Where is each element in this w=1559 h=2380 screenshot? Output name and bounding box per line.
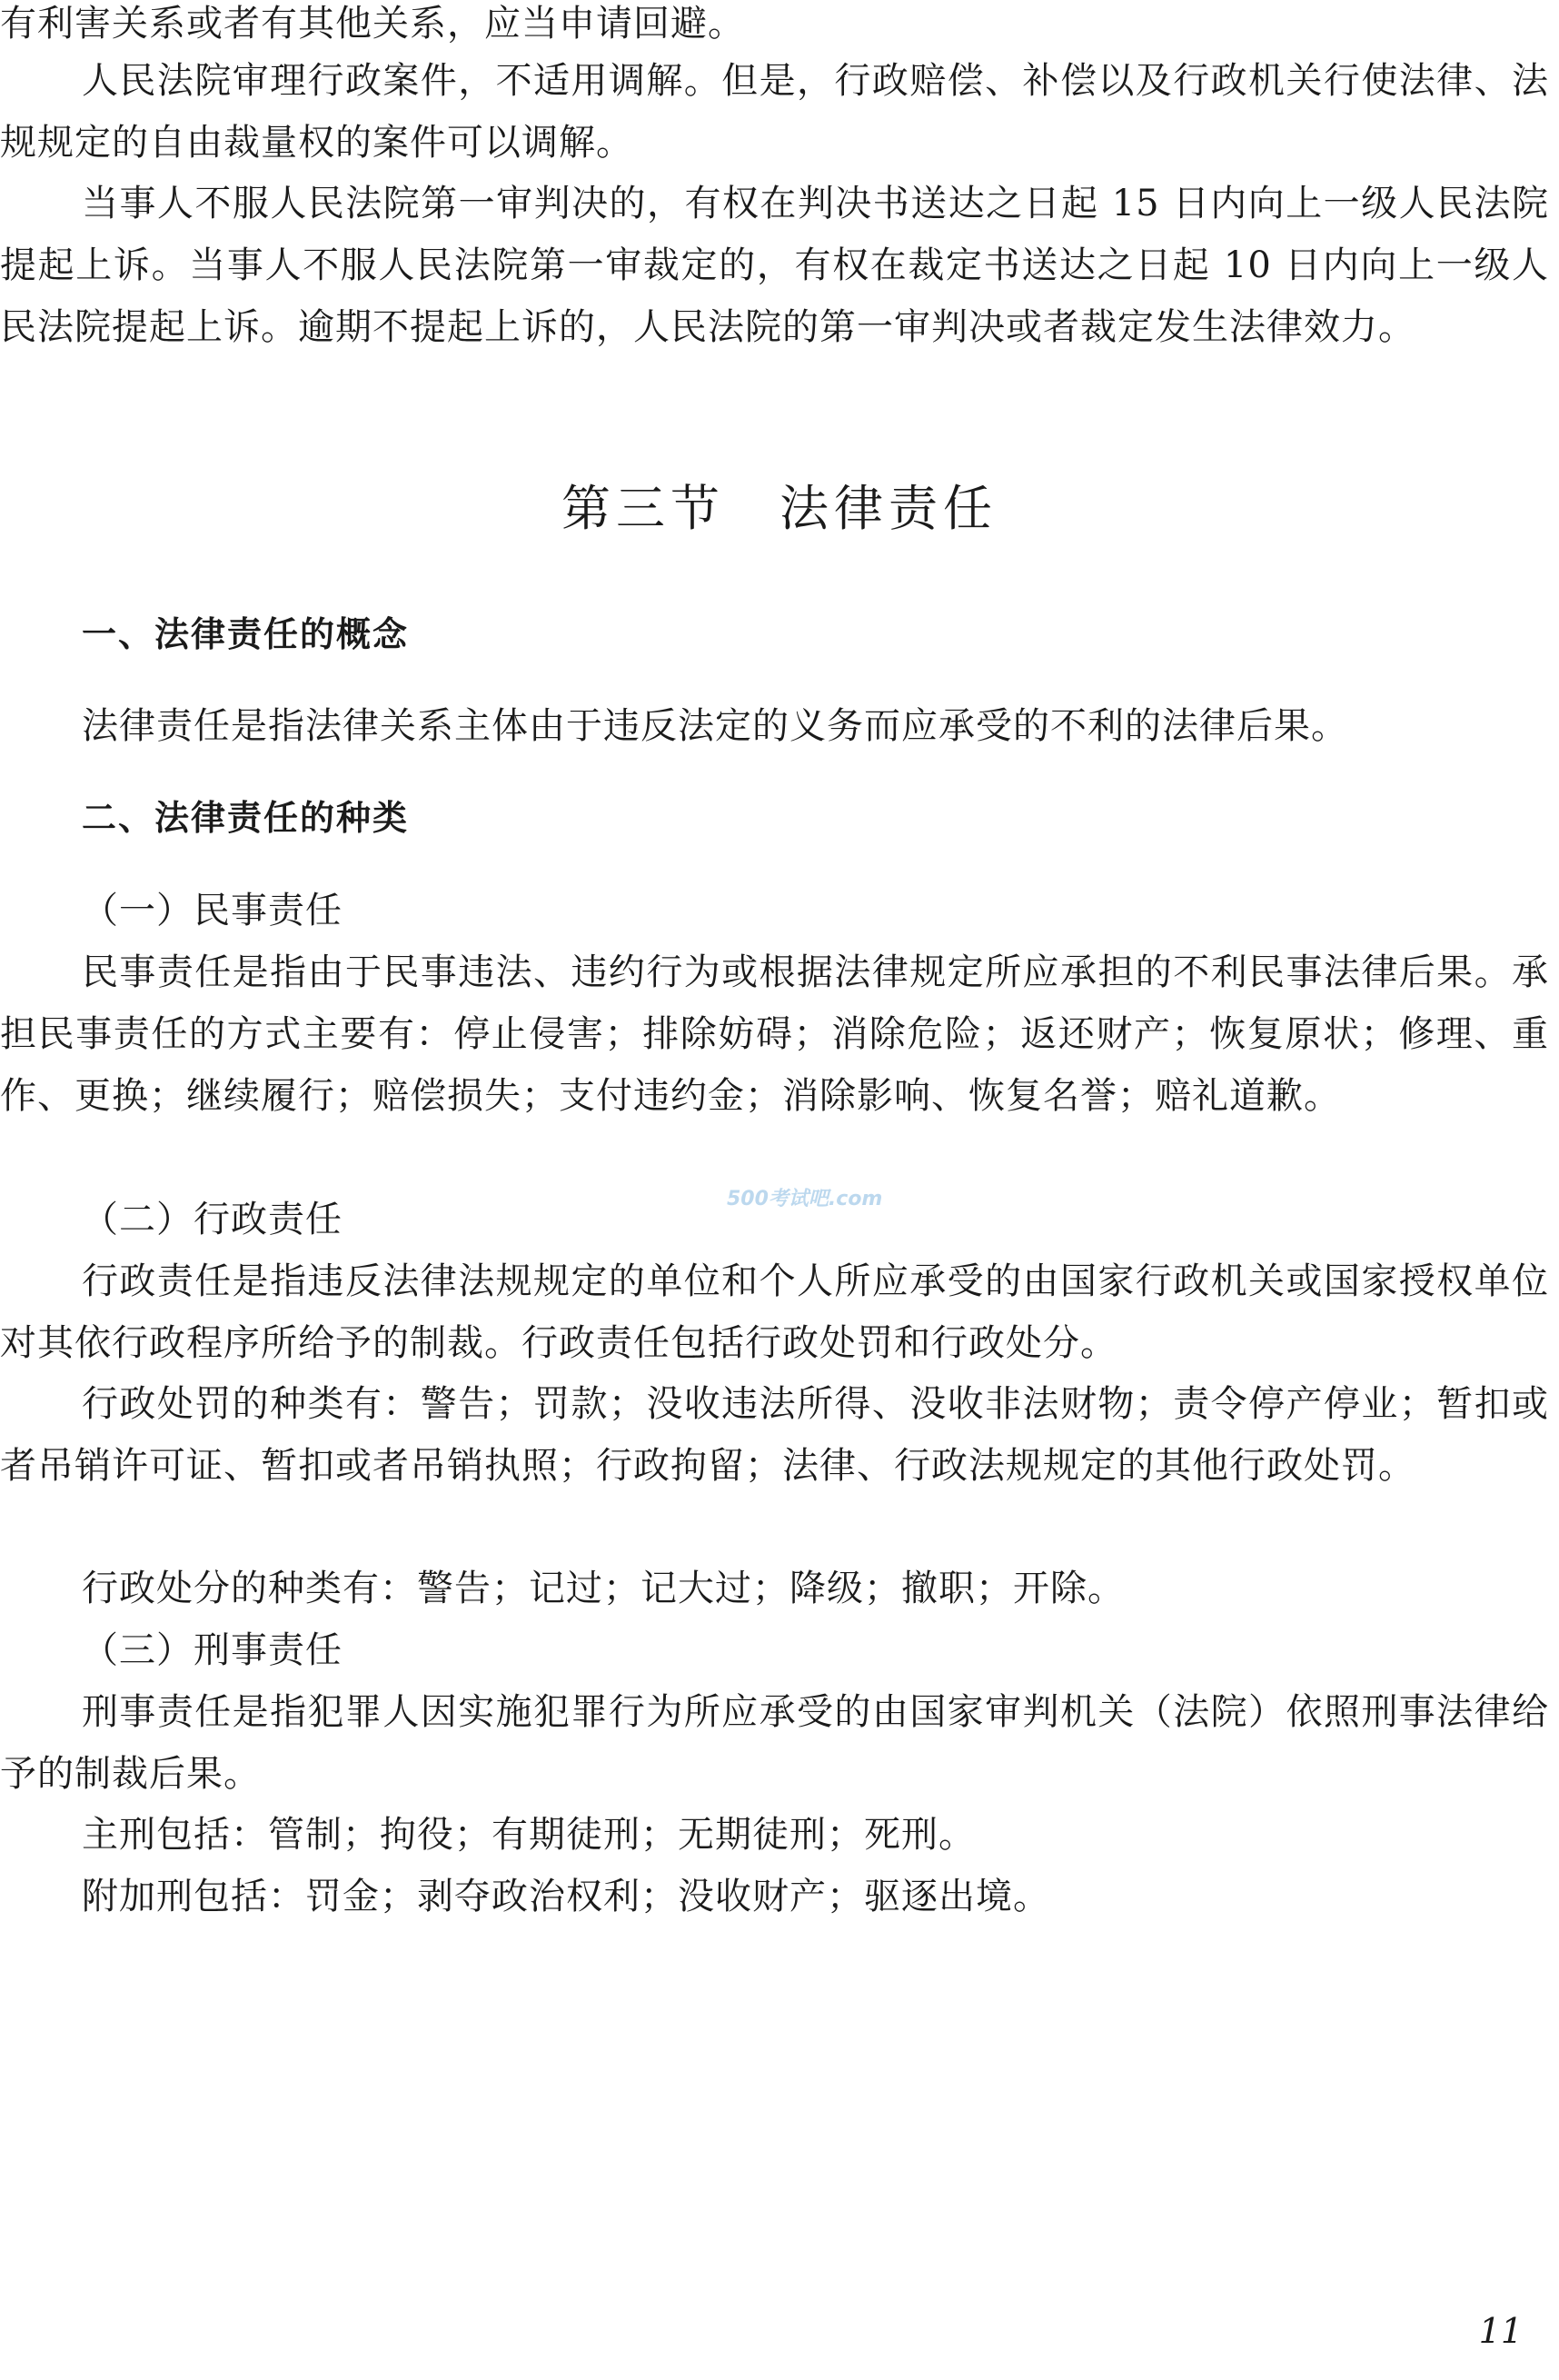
watermark-logo: 500考试吧.com <box>727 1188 883 1210</box>
section-title: 第三节 法律责任 <box>561 480 998 537</box>
subheading-administrative: （二）行政责任 <box>82 1199 343 1240</box>
paragraph-supplementary-penalties: 附加刑包括：罚金；剥夺政治权利；没收财产；驱逐出境。 <box>82 1876 1050 1917</box>
paragraph-criminal: 刑事责任是指犯罪人因实施犯罪行为所应承受的由国家审判机关（法院）依照刑事法律给予的制裁后果。 <box>0 1691 1549 1795</box>
paragraph-mediation: 人民法院审理行政案件，不适用调解。但是，行政赔偿、补偿以及行政机关行使法律、法规规定的自由裁量权的案件可以调解。 <box>0 60 1549 164</box>
heading-types: 二、法律责任的种类 <box>82 798 410 838</box>
paragraph-administrative-penalties: 行政处罚的种类有：警告；罚款；没收违法所得、没收非法财物；责令停产停业；暂扣或者吊销许可证、暂扣或者吊销执照；行政拘留；法律、行政法规规定的其他行政处罚。 <box>0 1383 1549 1487</box>
heading-concept: 一、法律责任的概念 <box>82 614 410 654</box>
paragraph-concept: 法律责任是指法律关系主体由于违反法定的义务而应承受的不利的法律后果。 <box>82 705 1348 747</box>
paragraph-civil: 民事责任是指由于民事违法、违约行为或根据法律规定所应承担的不利民事法律后果。承担民事责任的方式主要有：停止侵害；排除妨碍；消除危险；返还财产；恢复原状；修理、重作、更换；继续履行；赔偿损失；支付违约金；消除影响、恢复名誉；赔礼道歉。 <box>0 951 1549 1117</box>
paragraph-administrative: 行政责任是指违反法律法规规定的单位和个人所应承受的由国家行政机关或国家授权单位对其依行政程序所给予的制裁。行政责任包括行政处罚和行政处分。 <box>0 1260 1549 1364</box>
page-number: 11 <box>1478 2311 1523 2351</box>
subheading-criminal: （三）刑事责任 <box>82 1629 343 1671</box>
subheading-civil: （一）民事责任 <box>82 890 343 931</box>
paragraph-recusal-end: 有利害关系或者有其他关系，应当申请回避。 <box>0 3 745 45</box>
paragraph-administrative-sanctions: 行政处分的种类有：警告；记过；记大过；降级；撤职；开除。 <box>82 1568 1125 1609</box>
paragraph-principal-penalties: 主刑包括：管制；拘役；有期徒刑；无期徒刑；死刑。 <box>82 1814 976 1856</box>
paragraph-appeal: 当事人不服人民法院第一审判决的，有权在判决书送达之日起 15 日内向上一级人民法院提起上诉。当事人不服人民法院第一审裁定的，有权在裁定书送达之日起 10 日内向上一级人民法院提起上诉。逾期不提起上诉的，人民法院的第一审判决或者裁定发生法律效力。 <box>0 183 1549 348</box>
